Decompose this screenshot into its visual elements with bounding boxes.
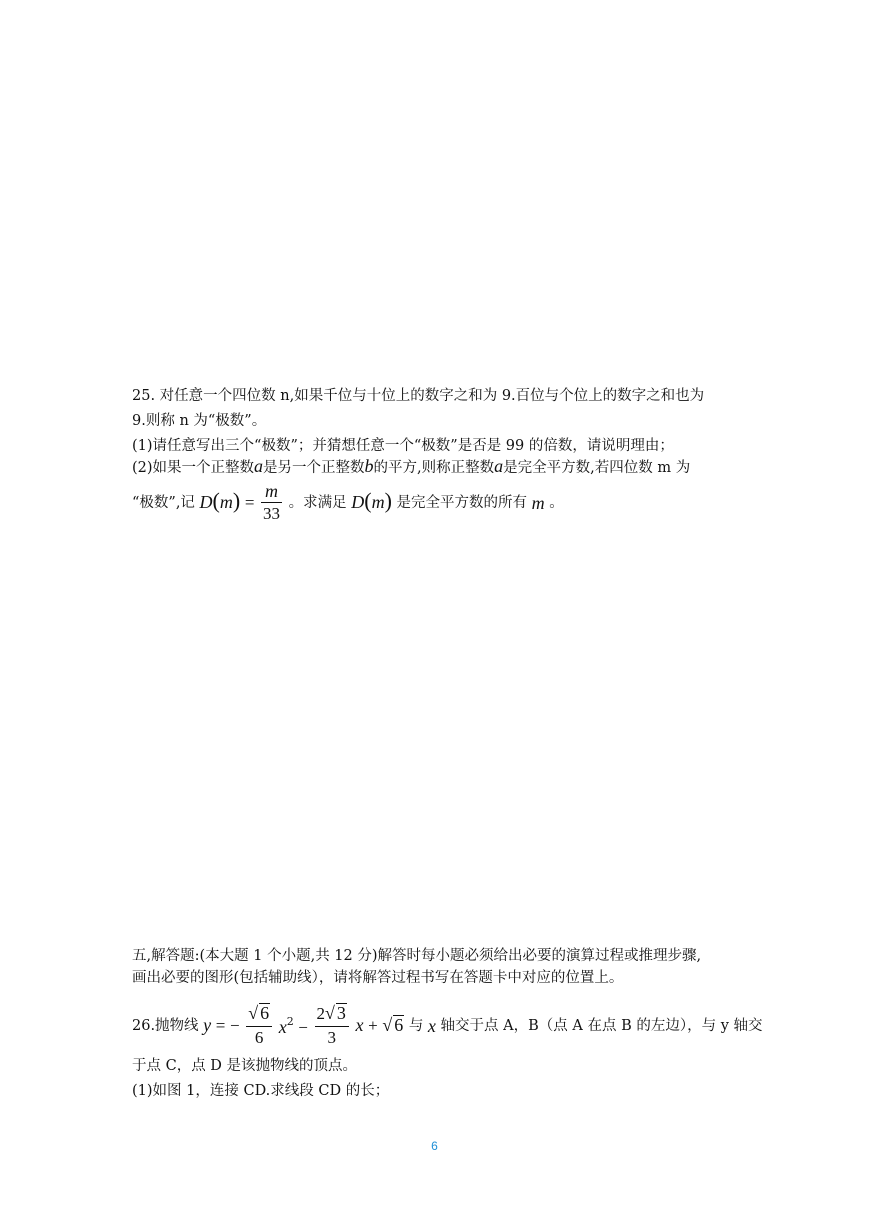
fraction-numerator: m: [261, 480, 282, 503]
radicand: 6: [260, 1003, 270, 1023]
func-D: D: [351, 492, 365, 512]
q25-part-2-line-2: [132, 478, 564, 527]
var-x: x: [427, 1015, 436, 1036]
q26-part-1: (1)如图 1，连接 CD.求线段 CD 的长；: [132, 1083, 390, 1099]
text-segment: 26.抛物线: [132, 1017, 199, 1034]
radicand: 6: [394, 1014, 404, 1035]
fraction-denominator: 6: [254, 1028, 264, 1047]
plus-sign: +: [368, 1015, 378, 1035]
minus-sign: −: [298, 1018, 308, 1037]
text-segment: (2)如果一个正整数: [132, 460, 255, 476]
equals-sign: =: [215, 1015, 226, 1035]
var-m: m: [531, 492, 545, 513]
q26-line-1: 26.抛物线 y = − $\frac{√ 6}{6}$ $x^2$ − $\frac{2√ 3}{3}$ x + √ 6 与 x 轴交于点 A，B（点 A 在点 B 的左边），与 y 轴交: [132, 998, 763, 1053]
var-b: b: [364, 456, 374, 476]
q25-line-2: 9.则称 n 为“极数”。: [132, 413, 267, 429]
func-D: D: [199, 492, 213, 512]
text-segment: 轴交于点 A，B（点 A 在点 B 的左边），与 y 轴交: [440, 1017, 763, 1034]
page-number: 6: [431, 1139, 438, 1153]
formula-D-m: D(m) =: [199, 488, 255, 513]
var-m: m: [371, 492, 385, 512]
text-segment: “极数”,记: [132, 494, 195, 511]
var-a: a: [494, 456, 504, 476]
var-m: m: [219, 492, 233, 512]
radicand: 3: [336, 1003, 346, 1023]
var-a: a: [254, 456, 264, 476]
text-segment: 与: [408, 1017, 424, 1034]
q25-part-1: (1)请任意写出三个“极数”；并猜想任意一个“极数”是否是 99 的倍数，请说明理由；: [132, 438, 674, 454]
exponent: 2: [286, 1015, 294, 1028]
section-5-heading-line-2: 画出必要的图形(包括辅助线），请将解答过程书写在答题卡中对应的位置上。: [132, 970, 624, 986]
parabola-equation: [203, 1001, 239, 1051]
text-segment: 是完全平方数,若四位数 m 为: [503, 460, 691, 476]
fraction-denominator: 3: [327, 1028, 336, 1047]
q25-line-1: 25. 对任意一个四位数 n,如果千位与十位上的数字之和为 9.百位与个位上的数字之和也为: [132, 388, 705, 404]
q26-line-2: 于点 C，点 D 是该抛物线的顶点。: [132, 1058, 358, 1074]
equals-sign: =: [244, 493, 255, 512]
minus-sign: −: [229, 1015, 240, 1035]
formula-D-m-2: D(m): [351, 488, 392, 513]
coefficient: 2: [316, 1004, 325, 1023]
fraction-sqrt6-over-6: $\frac{√ 6}{6}$: [246, 1002, 272, 1049]
text-segment: 是另一个正整数: [263, 460, 365, 476]
section-5-heading-line-1: 五,解答题:(本大题 1 个小题,共 12 分)解答时每小题必须给出必要的演算过程或推理步骤,: [132, 948, 702, 964]
q25-part-2-line-1: [132, 456, 690, 478]
fraction-m-over-33: [261, 480, 282, 525]
text-segment: 的平方,则称正整数: [373, 460, 495, 476]
fraction-denominator: 33: [263, 504, 281, 523]
text-segment: 。求满足: [288, 494, 347, 511]
fraction-2sqrt3-over-3: $\frac{2√ 3}{3}$: [315, 1002, 349, 1049]
text-segment: 是完全平方数的所有: [396, 494, 527, 511]
var-x: x: [355, 1014, 364, 1035]
text-segment: 。: [549, 494, 564, 511]
var-x: x: [278, 1017, 287, 1037]
var-y: y: [203, 1014, 212, 1035]
